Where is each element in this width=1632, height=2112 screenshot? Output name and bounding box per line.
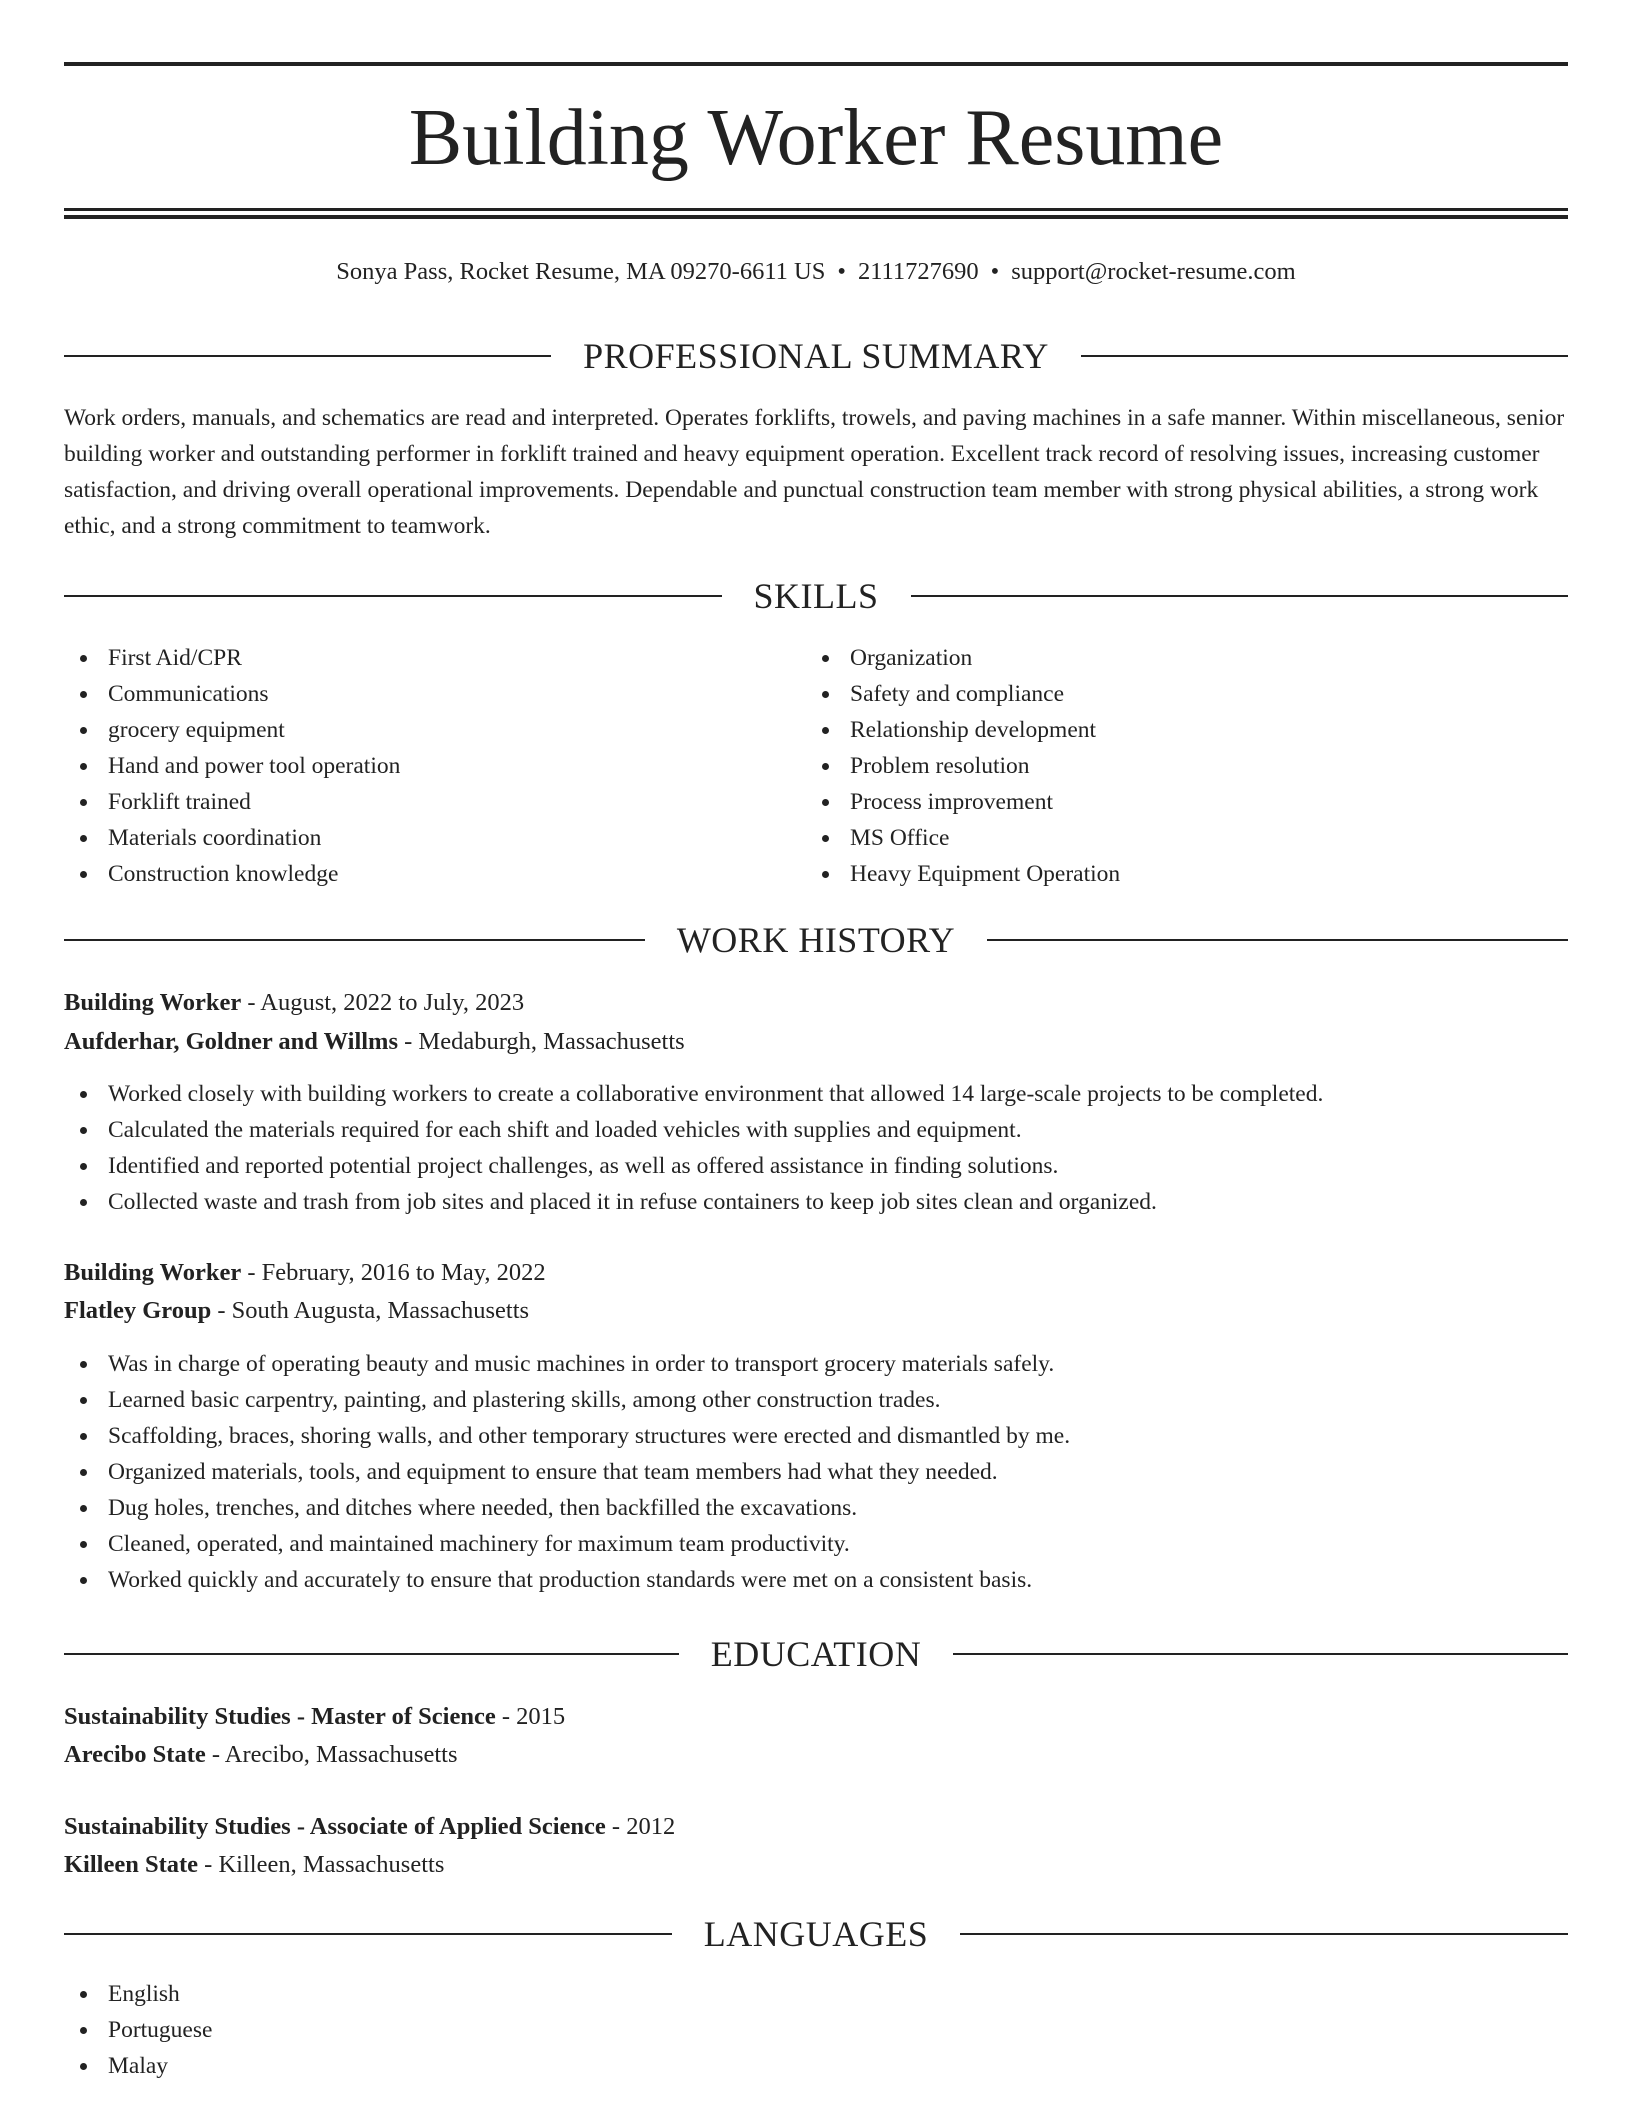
skill-item: Process improvement [806,784,1546,820]
section-rule [64,1653,679,1655]
skill-item: Organization [806,640,1546,676]
education-section-header [64,1632,1568,1676]
section-title: SKILLS [753,576,879,616]
job-duty: Worked quickly and accurately to ensure that production standards were met on a consistent basis. [64,1562,1568,1598]
skill-item: MS Office [806,820,1546,856]
job-dates: - August, 2022 to July, 2023 [241,989,525,1016]
skill-item: Communications [64,676,764,712]
education-degree: Sustainability Studies - Master of Science [64,1703,496,1730]
section-rule [64,355,551,357]
education-degree-line [64,1808,1568,1846]
work-section-header [64,918,1568,962]
job-location: - Medaburgh, Massachusetts [398,1028,685,1055]
skill-item: First Aid/CPR [64,640,764,676]
skill-item: Relationship development [806,712,1546,748]
job-duty: Organized materials, tools, and equipment to ensure that team members had what they needed. [64,1454,1568,1490]
section-rule [953,1653,1568,1655]
job-dates: - February, 2016 to May, 2022 [241,1259,546,1286]
skill-item: Materials coordination [64,820,764,856]
education-degree-line [64,1698,1568,1736]
section-rule [64,1933,672,1935]
section-rule [911,595,1569,597]
job-duty: Cleaned, operated, and maintained machinery for maximum team productivity. [64,1526,1568,1562]
skill-item: Forklift trained [64,784,764,820]
job-location: - South Augusta, Massachusetts [211,1297,530,1324]
job-title-line [64,1254,1568,1292]
contact-separator: • [837,258,846,285]
job-duty: Scaffolding, braces, shoring walls, and other temporary structures were erected and dismantled by me. [64,1418,1568,1454]
job-title-line [64,984,1568,1022]
language-item: Portuguese [64,2012,1568,2048]
section-title: PROFESSIONAL SUMMARY [583,336,1049,376]
skill-item: Safety and compliance [806,676,1546,712]
section-rule [1081,355,1568,357]
job-duty: Identified and reported potential project challenges, as well as offered assistance in finding solutions. [64,1148,1568,1184]
education-degree: Sustainability Studies - Associate of Applied Science [64,1813,606,1840]
title-double-rule [64,208,1568,211]
job-company-line [64,1292,1568,1330]
job-duty: Dug holes, trenches, and ditches where needed, then backfilled the excavations. [64,1490,1568,1526]
language-item: English [64,1976,1568,2012]
languages-list [64,1976,1568,2084]
job-title: Building Worker [64,989,242,1016]
skills-section-header [64,574,1568,618]
education-location: - Arecibo, Massachusetts [205,1741,458,1768]
contact-separator: • [990,258,1000,285]
education-location: - Killeen, Massachusetts [198,1851,445,1878]
job-company: Aufderhar, Goldner and Willms [64,1028,399,1055]
skill-item: Hand and power tool operation [64,748,764,784]
title-double-rule [64,215,1568,219]
language-item: Malay [64,2048,1568,2084]
job-company-line [64,1023,1568,1061]
section-title: EDUCATION [710,1634,922,1674]
job-duties-list [64,1346,1568,1598]
skill-item: Construction knowledge [64,856,764,892]
education-year: - 2012 [605,1813,676,1840]
job-title: Building Worker [64,1259,242,1286]
resume-title: Building Worker Resume [408,94,1224,182]
contact-phone: 2111727690 [857,258,979,285]
job-duty: Learned basic carpentry, painting, and plastering skills, among other construction trades. [64,1382,1568,1418]
job-duty: Was in charge of operating beauty and music machines in order to transport grocery materials safely. [64,1346,1568,1382]
education-school: Killeen State [64,1851,199,1878]
languages-section-header [64,1912,1568,1956]
section-rule [960,1933,1568,1935]
top-rule [64,62,1568,66]
skill-item: Heavy Equipment Operation [806,856,1546,892]
job-duty: Collected waste and trash from job sites and placed it in refuse containers to keep job sites clean and organized. [64,1184,1568,1220]
education-school: Arecibo State [64,1741,206,1768]
skills-list-right [806,640,1546,892]
contact-email: support@rocket-resume.com [1011,258,1296,285]
section-rule [64,595,722,597]
education-year: - 2015 [495,1703,566,1730]
contact-address: Sonya Pass, Rocket Resume, MA 09270-6611 US [336,258,826,285]
skill-item: grocery equipment [64,712,764,748]
section-title: LANGUAGES [703,1914,929,1954]
skill-item: Problem resolution [806,748,1546,784]
job-duty: Calculated the materials required for each shift and loaded vehicles with supplies and equipment. [64,1112,1568,1148]
section-rule [987,939,1568,941]
job-duty: Worked closely with building workers to create a collaborative environment that allowed 14 large-scale projects to be completed. [64,1076,1568,1112]
education-school-line [64,1736,1568,1774]
contact-line [64,254,1568,290]
section-title: WORK HISTORY [676,920,956,960]
summary-text: Work orders, manuals, and schematics are read and interpreted. Operates forklifts, trowels, and paving machines in a safe manner. Within miscellaneous, senior building worker and outstanding performer in forklift trained and heavy equipment operation. Excellent track record of resolving issues, increasing customer satisfaction, and driving overall operational improvements. Dependable and punctual construction team member with strong physical abilities, a strong work ethic, and a strong commitment to teamwork. [64,405,1565,539]
education-school-line [64,1846,1568,1884]
section-rule [64,939,645,941]
job-company: Flatley Group [64,1297,212,1324]
skills-list-left [64,640,764,892]
job-duties-list [64,1076,1568,1220]
summary-section-header [64,334,1568,378]
